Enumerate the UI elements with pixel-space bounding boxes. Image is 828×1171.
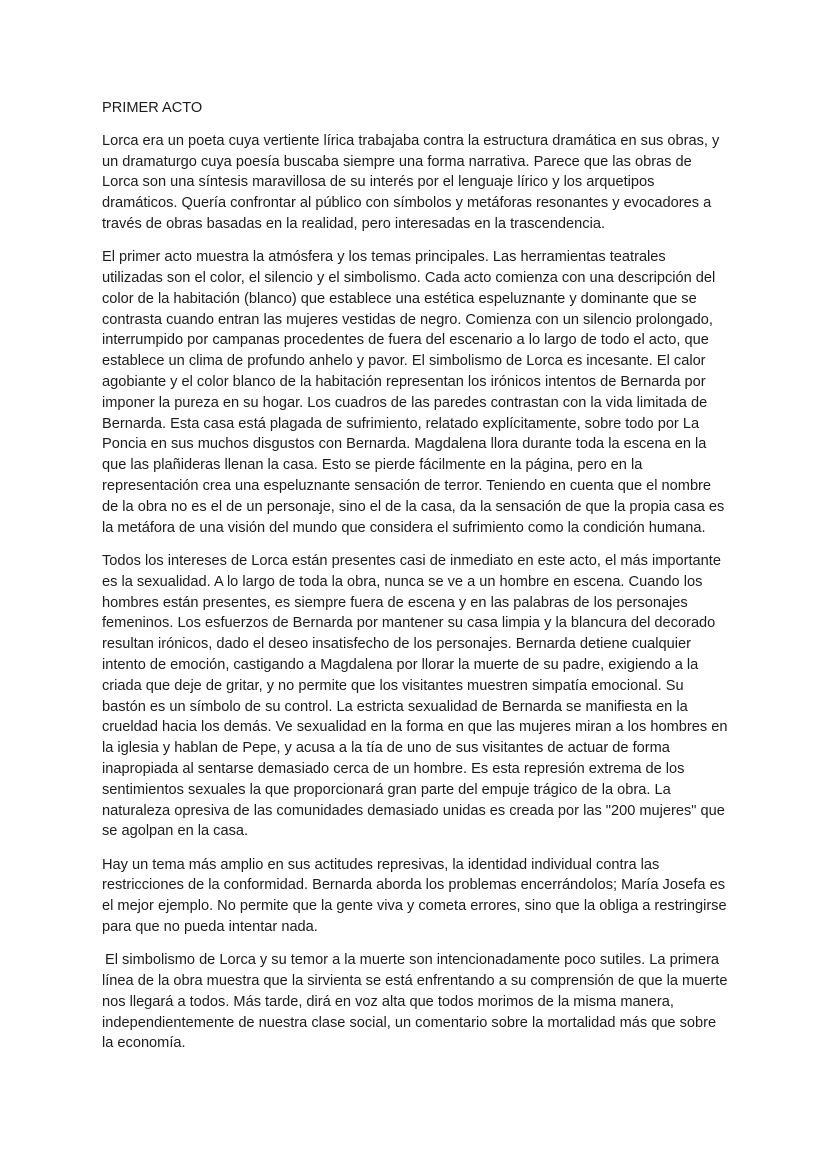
paragraph-introduction: Lorca era un poeta cuya vertiente lírica trabajaba contra la estructura dramática en sus obras, y un dramaturgo cuya poesía buscaba siempre una forma narrativa. Parece que las obras de Lorca son una síntesis maravillosa de su interés por el lenguaje lírico y los arquetipos dramáticos. Quería confrontar al público con símbolos y metáforas resonantes y evocadores a través de obras basadas en la realidad, pero interesadas en la trascendencia. [102, 132, 720, 232]
paragraph-conformity: Hay un tema más amplio en sus actitudes represivas, la identidad individual contra las restricciones de la conformidad. Bernarda aborda los problemas encerrándolos; María Josefa es el mejor ejemplo. No permite que la gente viva y cometa errores, sino que la obliga a restringirse para que no pueda intentar nada. [102, 856, 727, 935]
paragraph-sexuality: Todos los intereses de Lorca están presentes casi de inmediato en este acto, el más importante es la sexualidad. A lo largo de toda la obra, nunca se ve a un hombre en escena. Cuando los hombres están presentes, es siempre fuera de escena y en las palabras de los personajes femeninos. Los esfuerzos de Bernarda por mantener su casa limpia y la blancura del decorado resultan irónicos, dado el deseo insatisfecho de los personajes. Bernarda detiene cualquier intento de emoción, castigando a Magdalena por llorar la muerte de su padre, exigiendo a la criada que deje de gritar, y no permite que los visitantes muestren simpatía emocional. Su bastón es un símbolo de su control. La estricta sexualidad de Bernarda se manifiesta en la crueldad hacia los demás. Ve sexualidad en la forma en que las mujeres miran a los hombres en la iglesia y hablan de Pepe, y acusa a la tía de uno de sus visitantes de actuar de forma inapropiada al sentarse demasiado cerca de un hombre. Es esta represión extrema de los sentimientos sexuales la que proporcionará gran parte del empuje trágico de la obra. La naturaleza opresiva de las comunidades demasiado unidas es creada por las "200 mujeres" que se agolpan en la casa. [102, 552, 728, 840]
paragraph-atmosphere: El primer acto muestra la atmósfera y los temas principales. Las herramientas teatrales utilizadas son el color, el silencio y el simbolismo. Cada acto comienza con una descripción del color de la habitación (blanco) que establece una estética espeluznante y dominante que se contrasta cuando entran las mujeres vestidas de negro. Comienza con un silencio prolongado, interrumpido por campanas procedentes de fuera del escenario a lo largo de todo el acto, que establece un clima de profundo anhelo y pavor. El simbolismo de Lorca es incesante. El calor agobiante y el color blanco de la habitación representan los irónicos intentos de Bernarda por imponer la pureza en su hogar. Los cuadros de las paredes contrastan con la vida limitada de Bernarda. Esta casa está plagada de sufrimiento, relatado explícitamente, sobre todo por La Poncia en sus muchos disgustos con Bernarda. Magdalena llora durante toda la escena en la que las plañideras llenan la casa. Esto se pierde fácilmente en la página, pero en la representación crea una espeluznante sensación de terror. Teniendo en cuenta que el nombre de la obra no es el de un personaje, sino el de la casa, da la sensación de que la propia casa es la metáfora de una visión del mundo que considera el sufrimiento como la condición humana. [102, 249, 725, 536]
document-body [102, 98, 730, 1067]
section-heading: PRIMER ACTO [102, 100, 203, 116]
paragraph-death-symbolism: El simbolismo de Lorca y su temor a la muerte son intencionadamente poco sutiles. La primera línea de la obra muestra que la sirvienta se está enfrentando a su comprensión de que la muerte nos llegará a todos. Más tarde, dirá en voz alta que todos morimos de la misma manera, independientemente de nuestra clase social, un comentario sobre la mortalidad más que sobre la economía. [102, 952, 728, 1052]
